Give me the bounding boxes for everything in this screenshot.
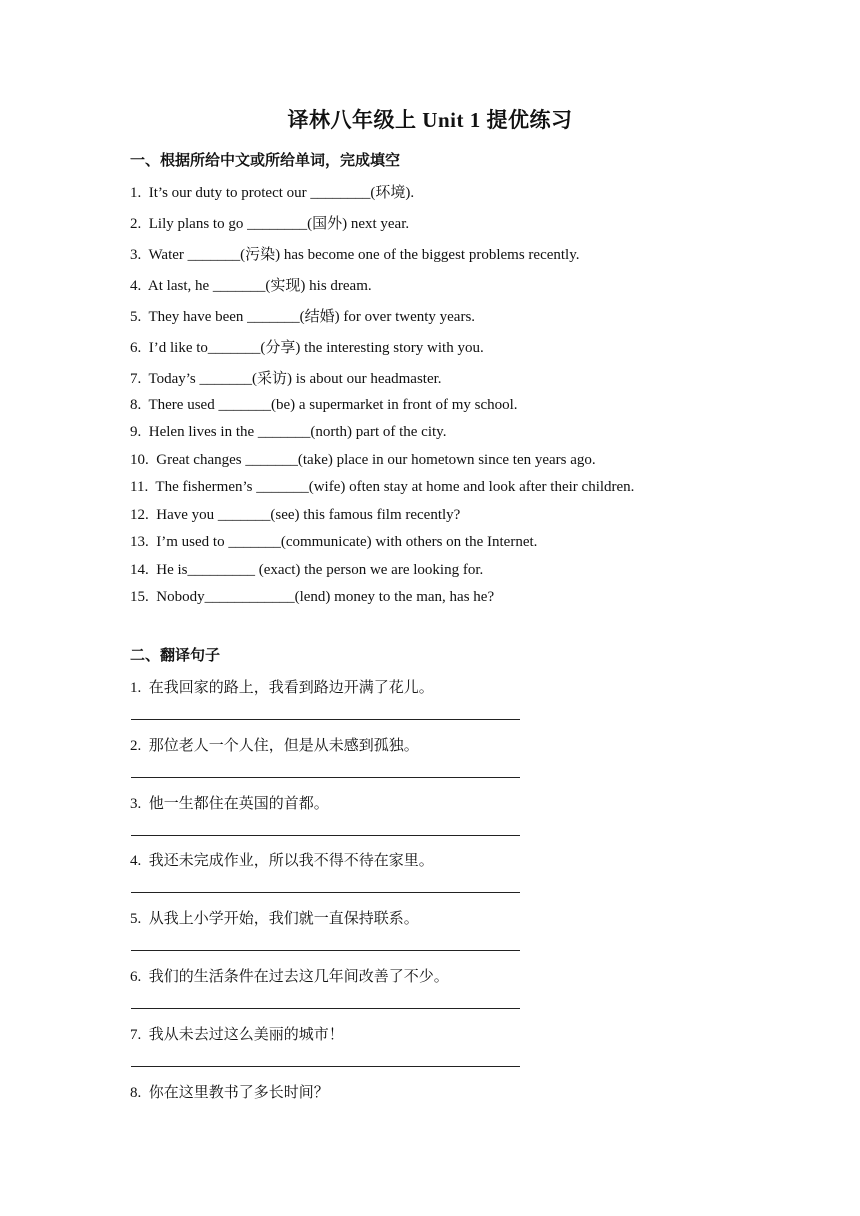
fill-in-item-3: 3. Water _______(污染) has become one of the biggest problems recently. <box>130 247 580 263</box>
fill-in-item-10: 10. Great changes _______(take) place in our hometown since ten years ago. <box>130 452 596 468</box>
answer-line-3 <box>131 835 520 836</box>
fill-in-item-13: 13. I’m used to _______(communicate) with others on the Internet. <box>130 534 538 550</box>
page-title: 译林八年级上 Unit 1 提优练习 <box>287 108 573 132</box>
section2-heading: 二、翻译句子 <box>130 648 221 664</box>
translation-item-7: 7. 我从未去过这么美丽的城市！ <box>130 1027 344 1043</box>
fill-in-item-15: 15. Nobody____________(lend) money to the man, has he? <box>130 589 495 605</box>
translation-item-4: 4. 我还未完成作业，所以我不得不待在家里。 <box>130 853 434 869</box>
answer-line-7 <box>131 1066 520 1067</box>
section1-heading: 一、根据所给中文或所给单词，完成填空 <box>130 153 401 169</box>
answer-line-1 <box>131 719 520 720</box>
answer-line-4 <box>131 892 520 893</box>
answer-line-5 <box>131 950 520 951</box>
answer-line-6 <box>131 1008 520 1009</box>
fill-in-item-11: 11. The fishermen’s _______(wife) often stay at home and look after their children. <box>130 479 635 495</box>
fill-in-item-2: 2. Lily plans to go ________(国外) next year. <box>130 216 410 232</box>
fill-in-item-9: 9. Helen lives in the _______(north) part of the city. <box>130 424 447 440</box>
translation-item-8: 8. 你在这里教书了多长时间？ <box>130 1085 329 1101</box>
fill-in-item-14: 14. He is_________ (exact) the person we are looking for. <box>130 562 484 578</box>
translation-item-1: 1. 在我回家的路上，我看到路边开满了花儿。 <box>130 680 434 696</box>
fill-in-item-4: 4. At last, he _______(实现) his dream. <box>130 278 372 294</box>
fill-in-item-12: 12. Have you _______(see) this famous film recently? <box>130 507 461 523</box>
translation-item-5: 5. 从我上小学开始，我们就一直保持联系。 <box>130 911 419 927</box>
translation-item-3: 3. 他一生都住在英国的首都。 <box>130 796 329 812</box>
fill-in-item-5: 5. They have been _______(结婚) for over twenty years. <box>130 309 476 325</box>
answer-line-2 <box>131 777 520 778</box>
fill-in-item-8: 8. There used _______(be) a supermarket in front of my school. <box>130 397 518 413</box>
fill-in-item-7: 7. Today’s _______(采访) is about our headmaster. <box>130 371 442 387</box>
translation-item-6: 6. 我们的生活条件在过去这几年间改善了不少。 <box>130 969 449 985</box>
translation-item-2: 2. 那位老人一个人住，但是从未感到孤独。 <box>130 738 419 754</box>
fill-in-item-1: 1. It’s our duty to protect our ________(环境). <box>130 185 415 201</box>
fill-in-item-6: 6. I’d like to_______(分享) the interesting story with you. <box>130 340 484 356</box>
